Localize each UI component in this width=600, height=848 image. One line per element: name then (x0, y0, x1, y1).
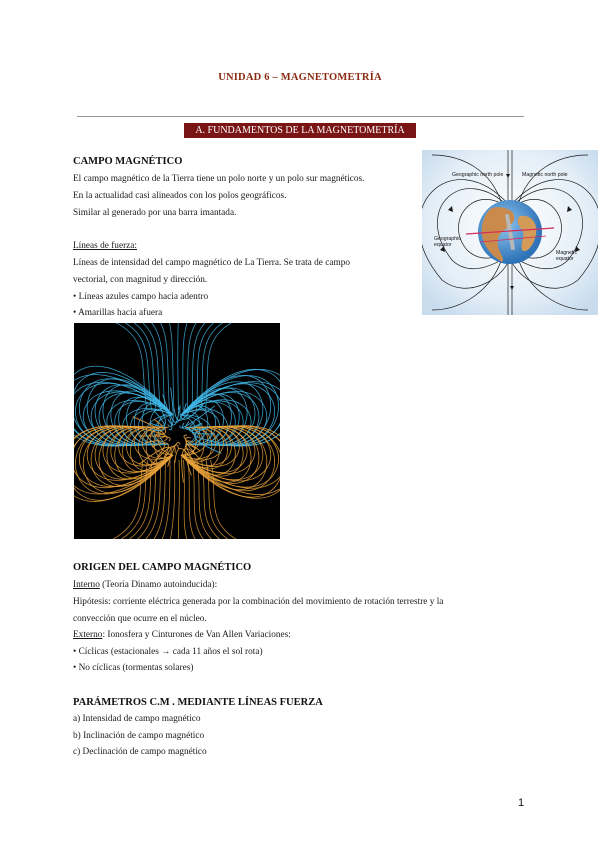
label-magnetic-equator-2: equator (556, 256, 574, 262)
label-magnetic-north: Magnetic north pole (522, 172, 568, 178)
label-magnetic-equator-1: Magnetic (556, 250, 578, 256)
campo-heading: CAMPO MAGNÉTICO (73, 156, 183, 167)
origen-hipotesis-2: convección que ocurre en el núcleo. (73, 614, 207, 624)
lineas-subheading: Líneas de fuerza: (73, 241, 138, 251)
lineas-line-2: vectorial, con magnitud y dirección. (73, 275, 208, 285)
parametros-item-c: c) Declinación de campo magnético (73, 747, 207, 757)
parametros-heading: PARÁMETROS C.M . MEDIANTE LÍNEAS FUERZA (73, 697, 323, 708)
section-banner: A. FUNDAMENTOS DE LA MAGNETOMETRÍA (184, 123, 416, 138)
externo-label: Externo (73, 630, 103, 640)
lineas-line-1: Líneas de intensidad del campo magnético de La Tierra. Se trata de campo (73, 258, 351, 268)
parametros-item-a: a) Intensidad de campo magnético (73, 714, 201, 724)
campo-line-3: Similar al generado por una barra imantada. (73, 208, 237, 218)
field-lines-image (74, 323, 280, 539)
origen-bullet-1: • Cíclicas (estacionales → cada 11 años el sol rota) (73, 647, 263, 657)
origen-interno-line (73, 580, 217, 590)
campo-line-2: En la actualidad casi alineados con los polos geográficos. (73, 191, 287, 201)
title-divider (77, 116, 524, 117)
interno-rest: (Teoría Dinamo autoinducida): (99, 580, 218, 590)
earth-magnetic-field-diagram (422, 150, 598, 315)
label-geographic-equator-2: equator (434, 242, 452, 248)
lineas-bullet-2: • Amarillas hacia afuera (73, 308, 163, 318)
externo-rest: : Ionosfera y Cinturones de Van Allen Variaciones: (102, 630, 291, 640)
origen-bullet-2: • No cíclicas (tormentas solares) (73, 663, 194, 673)
unit-title: UNIDAD 6 – MAGNETOMETRÍA (218, 72, 382, 83)
label-geographic-north: Geographic north pole (452, 172, 504, 178)
origen-hipotesis-1: Hipótesis: corriente eléctrica generada por la combinación del movimiento de rotación terrestre y la (73, 597, 444, 607)
origen-heading: ORIGEN DEL CAMPO MAGNÉTICO (73, 562, 252, 573)
interno-label: Interno (73, 580, 100, 590)
page-number: 1 (518, 797, 525, 809)
label-geographic-equator-1: Geographic (434, 236, 461, 242)
parametros-item-b: b) Inclinación de campo magnético (73, 731, 205, 741)
origen-externo-line (73, 630, 291, 640)
campo-line-1: El campo magnético de la Tierra tiene un polo norte y un polo sur magnéticos. (73, 174, 365, 184)
lineas-bullet-1: • Líneas azules campo hacia adentro (73, 292, 209, 302)
